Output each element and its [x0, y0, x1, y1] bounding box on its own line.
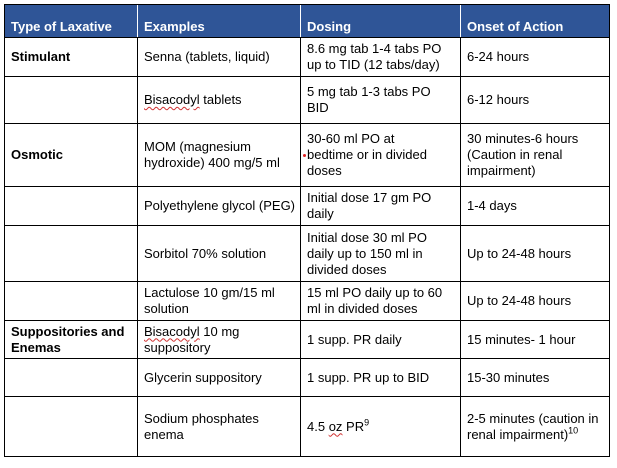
example-cell: Lactulose 10 gm/15 ml solution — [138, 282, 301, 321]
onset-cell: 1-4 days — [461, 187, 610, 226]
header-type: Type of Laxative — [5, 5, 138, 38]
laxative-table-container — [4, 4, 610, 457]
example-cell: Senna (tablets, liquid) — [138, 38, 301, 77]
onset-cell: 6-24 hours — [461, 38, 610, 77]
onset-cell: 30 minutes-6 hours (Caution in renal impairment) — [461, 124, 610, 187]
table-row — [5, 187, 610, 226]
example-cell: Glycerin suppository — [138, 359, 301, 397]
laxative-type — [5, 397, 138, 457]
dosing-text: PR — [342, 418, 365, 434]
dosing-cell: 8.6 mg tab 1-4 tabs PO up to TID (12 tabs/day) — [301, 38, 461, 77]
spellcheck-word: Bisacodyl — [144, 323, 200, 339]
dosing-cell: Initial dose 17 gm PO daily — [301, 187, 461, 226]
laxative-type: Suppositories and Enemas — [5, 321, 138, 359]
dosing-cell — [301, 124, 461, 187]
example-cell: Sodium phosphates enema — [138, 397, 301, 457]
laxative-type — [5, 359, 138, 397]
onset-cell: Up to 24-48 hours — [461, 226, 610, 282]
onset-cell: 15 minutes- 1 hour — [461, 321, 610, 359]
onset-cell: 15-30 minutes — [461, 359, 610, 397]
onset-text: 2-5 minutes (caution in renal impairment) — [467, 410, 599, 442]
dosing-cell: Initial dose 30 ml PO daily up to 150 ml in divided doses — [301, 226, 461, 282]
dosing-cell: 1 supp. PR up to BID — [301, 359, 461, 397]
laxative-type — [5, 77, 138, 124]
header-onset: Onset of Action — [461, 5, 610, 38]
example-text: 10 mg suppository — [144, 323, 240, 355]
laxative-type — [5, 226, 138, 282]
red-dot-marker — [303, 154, 306, 157]
dosing-cell: 5 mg tab 1-3 tabs PO BID — [301, 77, 461, 124]
table-row — [5, 282, 610, 321]
table-row — [5, 321, 610, 359]
example-cell — [138, 321, 301, 359]
example-cell: Sorbitol 70% solution — [138, 226, 301, 282]
example-cell — [138, 77, 301, 124]
table-row — [5, 359, 610, 397]
table-row — [5, 124, 610, 187]
onset-cell: Up to 24-48 hours — [461, 282, 610, 321]
laxative-table — [4, 4, 610, 457]
dosing-text: 30-60 ml PO at — [307, 131, 395, 146]
table-row — [5, 397, 610, 457]
footnote-ref: 9 — [364, 417, 370, 428]
spellcheck-word: Bisacodyl — [144, 92, 200, 107]
dosing-cell: 15 ml PO daily up to 60 ml in divided doses — [301, 282, 461, 321]
onset-cell — [461, 397, 610, 457]
header-dosing: Dosing — [301, 5, 461, 38]
spellcheck-word: oz — [328, 418, 343, 434]
example-text: tablets — [199, 92, 242, 107]
footnote-ref: 10 — [568, 425, 579, 436]
table-row — [5, 77, 610, 124]
dosing-text: bedtime or in divided doses — [307, 147, 427, 178]
table-row — [5, 38, 610, 77]
header-examples: Examples — [138, 5, 301, 38]
laxative-type — [5, 187, 138, 226]
dosing-text: 4.5 — [307, 418, 329, 434]
dosing-cell — [301, 397, 461, 457]
laxative-type — [5, 282, 138, 321]
header-row — [5, 5, 610, 38]
laxative-type: Osmotic — [5, 124, 138, 187]
onset-cell: 6-12 hours — [461, 77, 610, 124]
example-cell: MOM (magnesium hydroxide) 400 mg/5 ml — [138, 124, 301, 187]
example-cell: Polyethylene glycol (PEG) — [138, 187, 301, 226]
table-row — [5, 226, 610, 282]
dosing-cell: 1 supp. PR daily — [301, 321, 461, 359]
laxative-type: Stimulant — [5, 38, 138, 77]
